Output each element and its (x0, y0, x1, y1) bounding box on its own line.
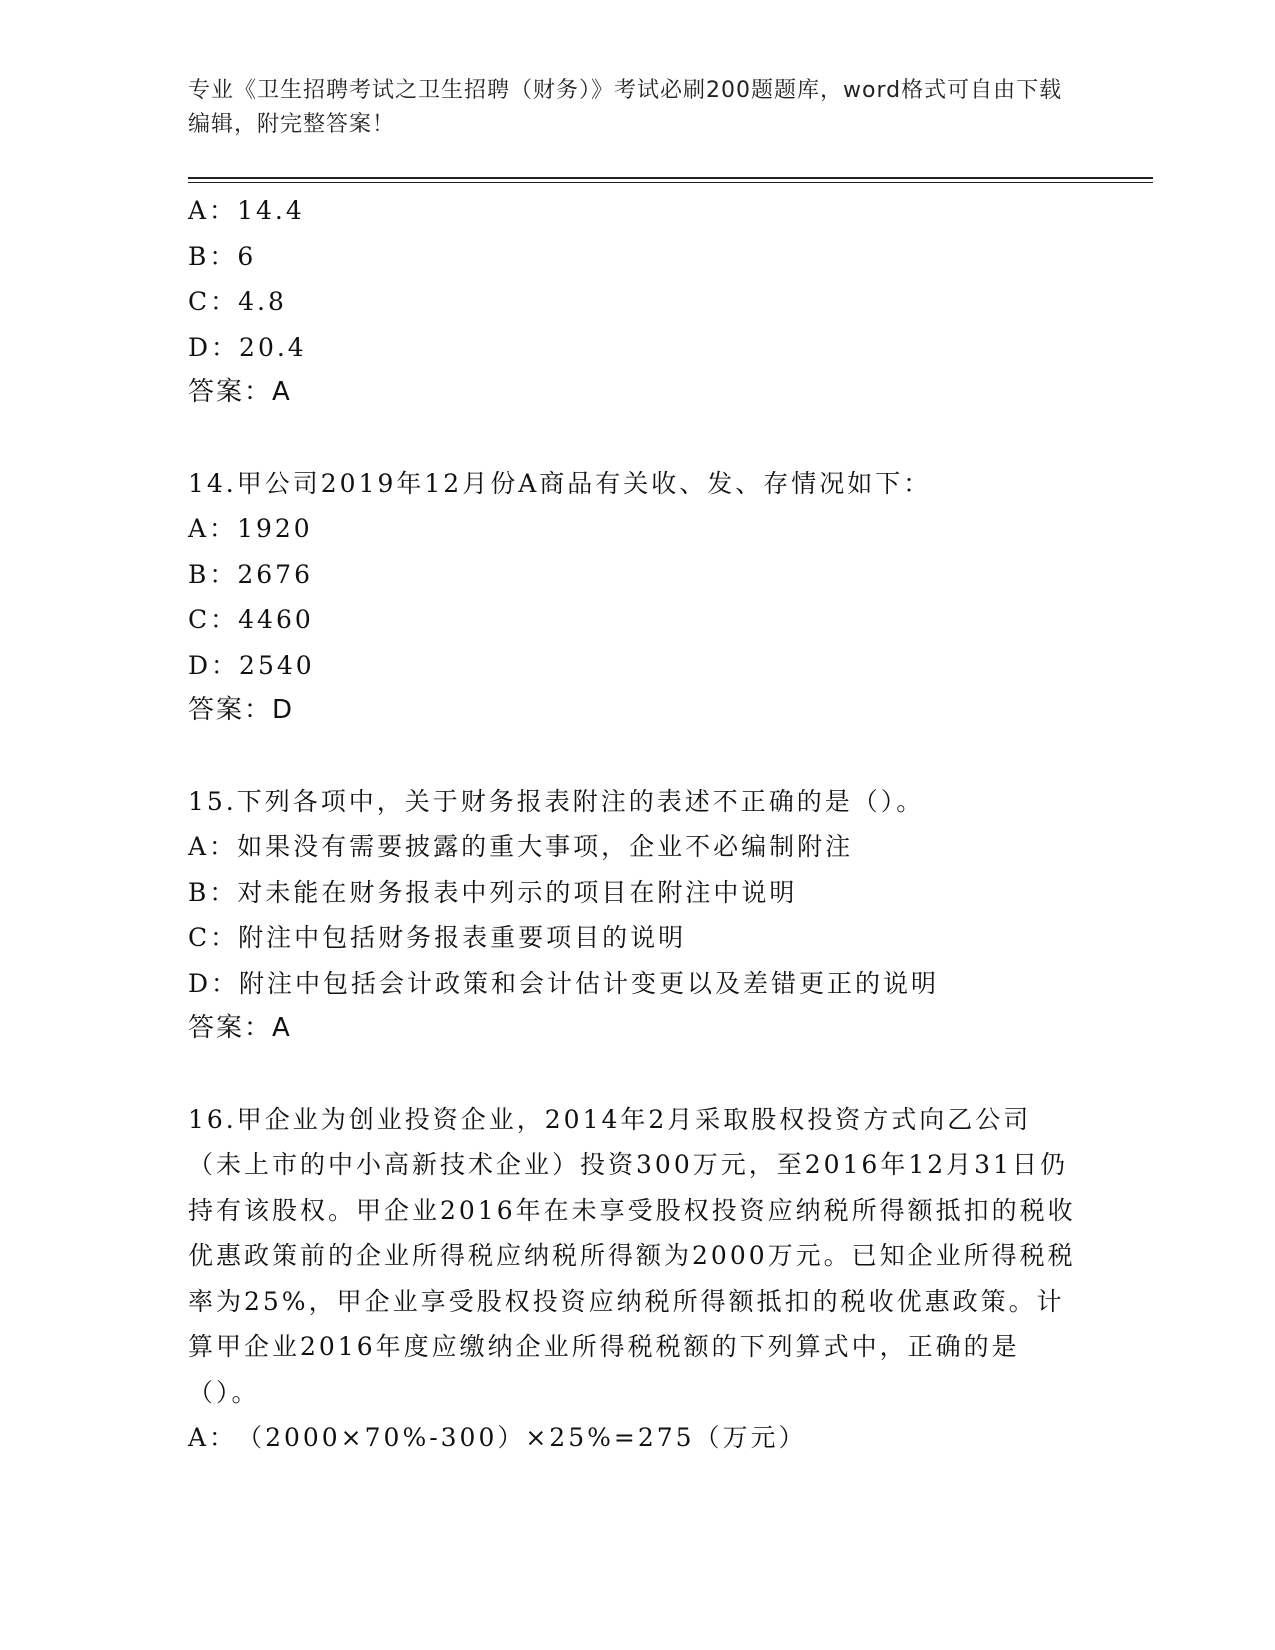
option-key: A： (188, 196, 238, 225)
option-text: （2000×70%-300）×25%=275（万元） (237, 1423, 807, 1452)
option-key: C： (188, 605, 239, 634)
option-key: B： (188, 559, 238, 589)
option-a (188, 824, 1078, 870)
option-key: B： (188, 241, 238, 271)
spacer (188, 416, 1078, 461)
question-14-block (188, 461, 1078, 734)
question-13-block (188, 188, 1078, 416)
option-text: 20.4 (239, 332, 307, 362)
option-key: C： (188, 923, 239, 952)
option-key: B： (188, 877, 238, 907)
option-d (188, 325, 1078, 371)
option-key: C： (188, 287, 239, 316)
option-b (188, 552, 1078, 598)
header-divider-thin (188, 182, 1153, 183)
option-key: A： (188, 514, 238, 543)
option-d (188, 643, 1078, 689)
option-b (188, 870, 1078, 916)
option-b (188, 234, 1078, 280)
option-c (188, 279, 1078, 325)
answer-line: 答案：D (188, 695, 295, 725)
option-key: A： (188, 832, 238, 861)
option-key: D： (188, 968, 240, 998)
header-divider (188, 177, 1153, 179)
option-text: 对未能在财务报表中列示的项目在附注中说明 (237, 877, 798, 907)
spacer (188, 734, 1078, 779)
option-a (188, 1415, 1078, 1461)
option-text: 附注中包括会计政策和会计估计变更以及差错更正的说明 (239, 968, 940, 998)
option-text: 附注中包括财务报表重要项目的说明 (238, 923, 687, 952)
document-header: 专业《卫生招聘考试之卫生招聘（财务）》考试必刷200题题库，word格式可自由下载编辑，附完整答案！ (188, 78, 1063, 137)
option-a (188, 188, 1078, 234)
question-16-block (188, 1097, 1078, 1461)
option-key: A： (188, 1423, 238, 1452)
question-text: 14.甲公司2019年12月份A商品有关收、发、存情况如下： (188, 468, 932, 498)
question-text: 16.甲企业为创业投资企业，2014年2月采取股权投资方式向乙公司（未上市的中小高新技术企业）投资300万元，至2016年12月31日仍持有该股权。甲企业2016年在未享受股权投资应纳税所得额抵扣的税收优惠政策前的企业所得税应纳税所得额为2000万元。已知企业所得税税率为25%，甲企业享受股权投资应纳税所得额抵扣的税收优惠政策。计算甲企业2016年度应缴纳企业所得税税额的下列算式中，正确的是（）。 (188, 1104, 1076, 1407)
option-key: D： (188, 332, 240, 362)
option-a (188, 506, 1078, 552)
question-text: 15.下列各项中，关于财务报表附注的表述不正确的是（）。 (188, 786, 925, 816)
option-text: 1920 (237, 514, 313, 543)
option-c (188, 915, 1078, 961)
option-text: 6 (237, 241, 257, 271)
answer-line: 答案：A (188, 1013, 292, 1043)
answer-line: 答案：A (188, 377, 292, 407)
option-d (188, 961, 1078, 1007)
option-text: 14.4 (237, 196, 305, 225)
option-text: 4.8 (238, 287, 287, 316)
option-text: 2676 (237, 559, 313, 589)
option-text: 如果没有需要披露的重大事项，企业不必编制附注 (237, 832, 854, 861)
option-key: D： (188, 650, 240, 680)
option-text: 4460 (238, 605, 314, 634)
question-15-block (188, 779, 1078, 1052)
option-text: 2540 (239, 650, 315, 680)
document-body (188, 188, 1078, 1461)
option-c (188, 597, 1078, 643)
spacer (188, 1052, 1078, 1097)
